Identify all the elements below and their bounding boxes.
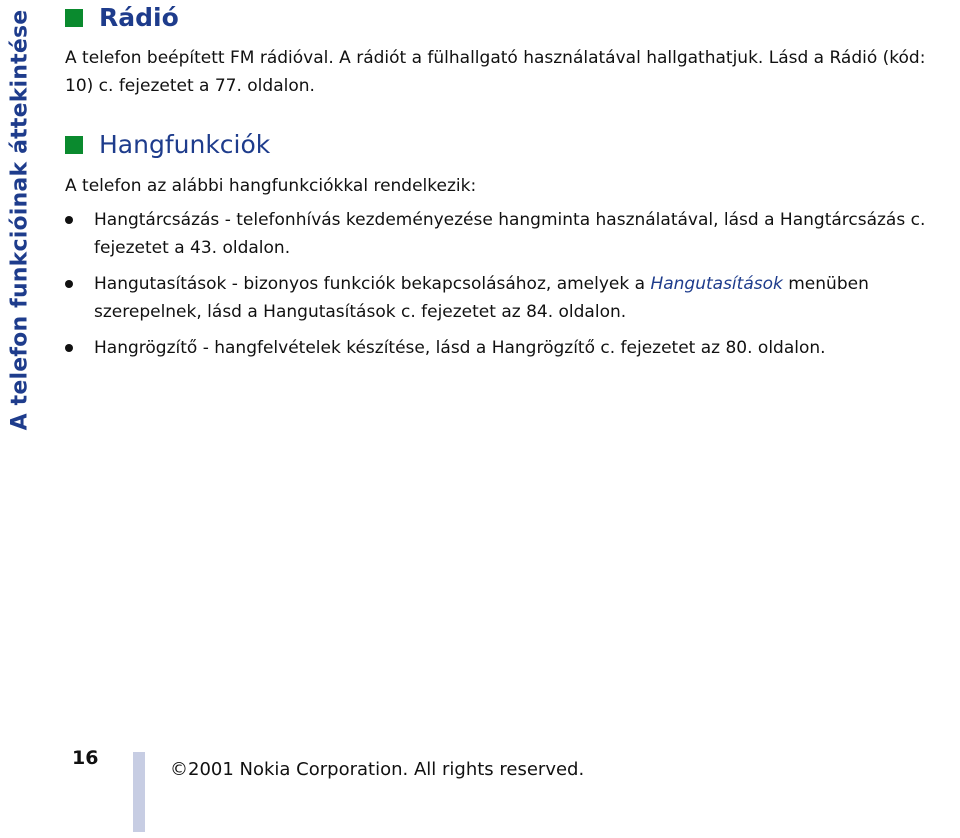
hang-intro-paragraph: A telefon az alábbi hangfunkciókkal rendelkezik: (65, 176, 477, 196)
square-bullet-icon (65, 136, 83, 154)
copyright-notice: ©2001 Nokia Corporation. All rights reserved. (170, 759, 585, 780)
bullet-text-after: menüben szerepelnek, lásd a Hangutasítások c. fejezetet az 84. oldalon. (94, 274, 869, 322)
list-item (65, 334, 950, 362)
bullet-dot-icon (65, 280, 73, 288)
section-heading-hangfunkciok (65, 130, 270, 159)
heading-radio-text: Rádió (99, 3, 179, 32)
side-tab-title: A telefon funkcióinak áttekintése (7, 9, 33, 431)
bullet-text: Hangtárcsázás - telefonhívás kezdeményezése hangminta használatával, lásd a Hangtárcsázás c. fejezetet a 43. oldalon. (94, 210, 926, 258)
bullet-dot-icon (65, 216, 73, 224)
footer-divider-bar (133, 752, 145, 832)
square-bullet-icon (65, 9, 83, 27)
hangutasitasok-menu-link[interactable]: Hangutasítások (650, 274, 783, 294)
bullet-text: Hangrögzítő - hangfelvételek készítése, lásd a Hangrögzítő c. fejezetet az 80. oldalon. (94, 338, 826, 358)
side-tab (0, 0, 40, 440)
hang-bullet-list (65, 206, 950, 370)
page-number: 16 (72, 747, 99, 769)
list-item (65, 270, 950, 326)
bullet-dot-icon (65, 344, 73, 352)
radio-paragraph: A telefon beépített FM rádióval. A rádiót a fülhallgató használatával hallgathatjuk. Lásd a Rádió (kód: 10) c. fejezetet a 77. oldalon. (65, 48, 926, 96)
section-heading-radio (65, 3, 179, 32)
heading-hang-text: Hangfunkciók (99, 130, 271, 159)
list-item (65, 206, 950, 262)
bullet-text-before: Hangutasítások - bizonyos funkciók bekapcsolásához, amelyek a (94, 274, 651, 294)
